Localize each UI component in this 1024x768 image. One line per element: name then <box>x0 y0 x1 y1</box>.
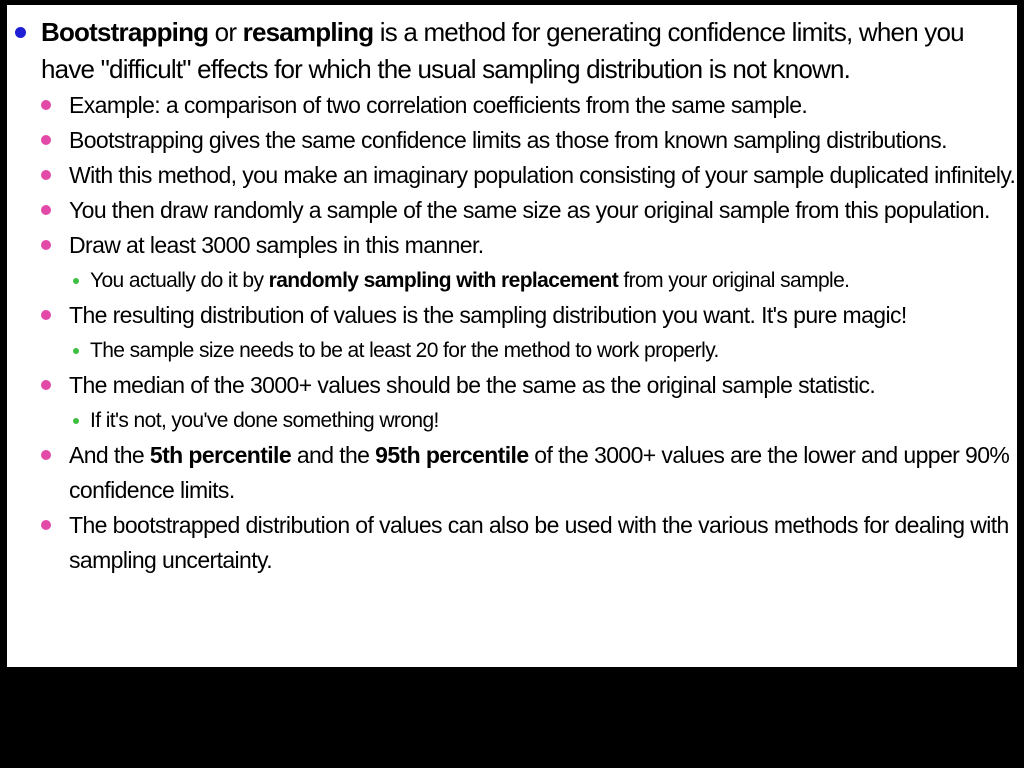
text-segment: The resulting distribution of values is the sampling distribution you want. It's pure magic! <box>69 302 907 328</box>
bullet-text <box>69 123 1017 158</box>
bullet-icon <box>73 418 79 424</box>
text-segment: And the <box>69 442 150 468</box>
bullet-item <box>7 368 1017 403</box>
bullet-icon <box>41 380 51 390</box>
slide <box>7 5 1017 667</box>
text-segment: You actually do it by <box>90 269 269 292</box>
bullet-text <box>69 438 1017 508</box>
bold-term: Bootstrapping <box>41 17 209 47</box>
bullet-icon <box>41 520 51 530</box>
bullet-text <box>69 508 1017 578</box>
bullet-icon <box>41 240 51 250</box>
text-segment: Bootstrapping gives the same confidence limits as those from known sampling distributions. <box>69 127 947 153</box>
bullet-text <box>69 298 1017 333</box>
bullet-item <box>7 508 1017 578</box>
bullet-icon <box>15 27 26 38</box>
bullet-item <box>7 88 1017 123</box>
text-segment: You then draw randomly a sample of the same size as your original sample from this population. <box>69 197 990 223</box>
bold-term: resampling <box>242 17 374 47</box>
bullet-icon <box>73 278 79 284</box>
bullet-icon <box>41 450 51 460</box>
bullet-text <box>90 333 1017 368</box>
bullet-icon <box>41 135 51 145</box>
bullet-text <box>90 403 1017 438</box>
text-segment: and the <box>291 442 376 468</box>
bullet-item <box>7 333 1017 368</box>
text-segment: is a method for generating confidence limits, when you have "difficult" effects for which the usual sampling distribution is not known. <box>41 17 964 84</box>
text-segment: or <box>208 17 243 47</box>
bullet-text <box>41 14 1017 88</box>
bullet-list <box>7 5 1017 578</box>
bullet-item <box>7 263 1017 298</box>
bullet-item <box>7 403 1017 438</box>
bullet-item <box>7 123 1017 158</box>
bullet-icon <box>41 100 51 110</box>
bullet-item <box>7 193 1017 228</box>
bullet-icon <box>41 170 51 180</box>
bold-term: randomly sampling with replacement <box>268 269 619 292</box>
text-segment: With this method, you make an imaginary population consisting of your sample duplicated infinitely. <box>69 162 1016 188</box>
text-segment: Example: a comparison of two correlation coefficients from the same sample. <box>69 92 808 118</box>
top-spacer <box>7 5 1017 14</box>
bullet-text <box>90 263 1017 298</box>
text-segment: If it's not, you've done something wrong! <box>90 409 439 432</box>
bullet-icon <box>41 310 51 320</box>
bullet-item <box>7 14 1017 88</box>
text-segment: The median of the 3000+ values should be the same as the original sample statistic. <box>69 372 876 398</box>
text-segment: of the 3000+ values are the lower and upper 90% confidence limits. <box>69 442 1010 503</box>
bold-term: 95th percentile <box>375 442 529 468</box>
bold-term: 5th percentile <box>149 442 292 468</box>
bullet-item <box>7 438 1017 508</box>
text-segment: from your original sample. <box>618 269 850 292</box>
bullet-item <box>7 298 1017 333</box>
bullet-text <box>69 193 1017 228</box>
bullet-item <box>7 228 1017 263</box>
bullet-text <box>69 88 1017 123</box>
text-segment: The bootstrapped distribution of values can also be used with the various methods for dealing with sampling uncertainty. <box>69 512 1009 573</box>
text-segment: The sample size needs to be at least 20 for the method to work properly. <box>90 339 719 362</box>
bullet-text <box>69 228 1017 263</box>
bullet-icon <box>41 205 51 215</box>
bullet-item <box>7 158 1017 193</box>
bullet-icon <box>73 348 79 354</box>
bullet-text <box>69 368 1017 403</box>
text-segment: Draw at least 3000 samples in this manner. <box>69 232 484 258</box>
bullet-text <box>69 158 1017 193</box>
